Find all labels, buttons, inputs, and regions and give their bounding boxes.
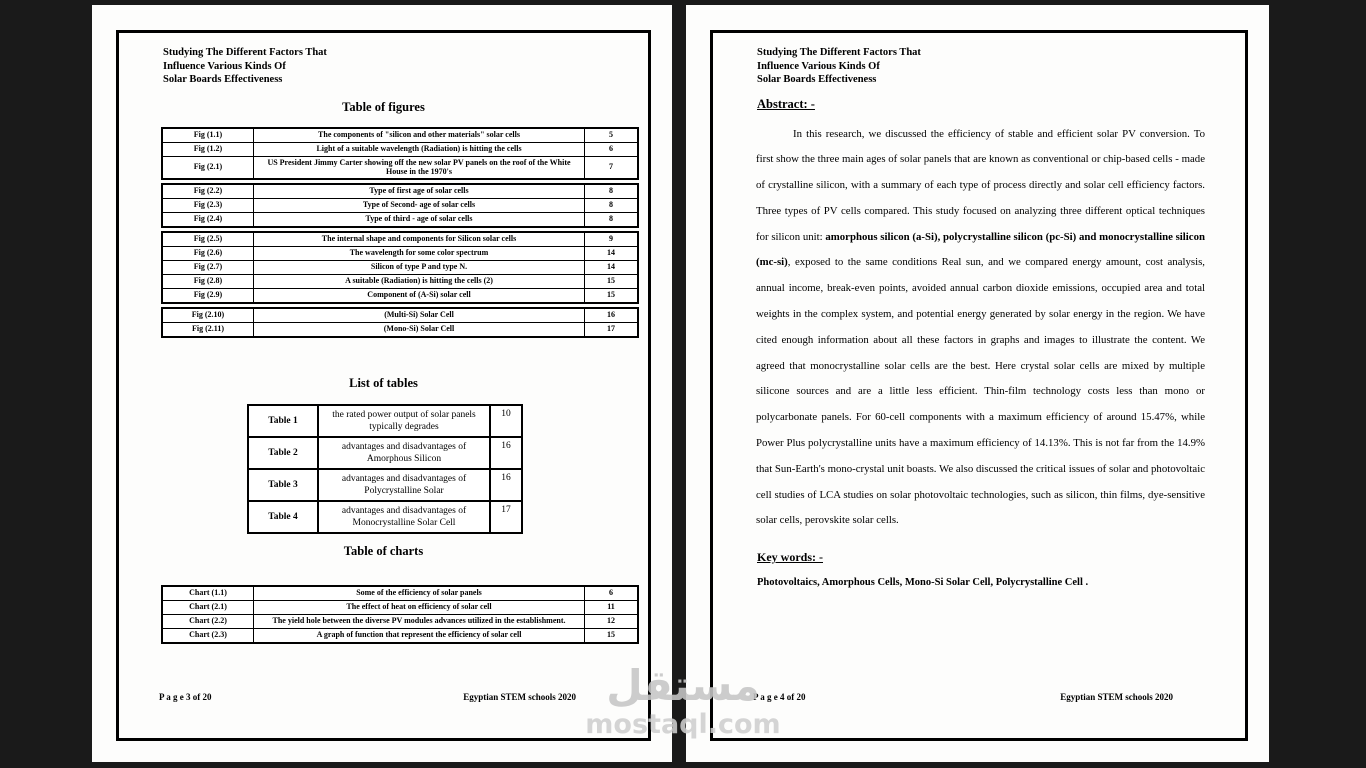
figures-group-1 xyxy=(161,127,639,180)
running-header xyxy=(757,46,1245,87)
page-4 xyxy=(686,5,1269,762)
chart-row xyxy=(163,628,637,642)
chart-page-number: 15 xyxy=(607,630,615,640)
figures-group-3 xyxy=(161,231,639,304)
chart-description: Some of the efficiency of solar panels xyxy=(253,587,585,600)
page-footer xyxy=(713,692,1245,702)
figure-label: Fig (2.4) xyxy=(193,214,223,224)
keywords-text: Photovoltaics, Amorphous Cells, Mono-Si Solar Cell, Polycrystalline Cell . xyxy=(757,577,1089,589)
figure-page-number: 7 xyxy=(609,162,613,172)
figure-page-number: 15 xyxy=(607,290,615,300)
chart-row xyxy=(163,614,637,628)
page-3-border-frame xyxy=(116,30,651,741)
figure-description: Type of Second- age of solar cells xyxy=(253,199,585,212)
figure-description: Component of (A-Si) solar cell xyxy=(253,289,585,302)
figure-row xyxy=(163,198,637,212)
table-of-charts xyxy=(161,585,639,644)
figure-label: Fig (2.7) xyxy=(193,262,223,272)
table-of-charts-title: Table of charts xyxy=(343,543,424,558)
figure-description: (Mono-Si) Solar Cell xyxy=(253,323,585,336)
page-footer xyxy=(119,692,648,702)
figure-label: Fig (2.8) xyxy=(193,276,223,286)
figure-row xyxy=(163,156,637,178)
figure-label: Fig (2.10) xyxy=(191,310,225,320)
chart-row xyxy=(163,587,637,600)
figure-label: Fig (2.6) xyxy=(193,248,223,258)
charts-group xyxy=(161,585,639,644)
table-page-number: 10 xyxy=(501,408,511,419)
page-number-label: P a g e 4 of 20 xyxy=(753,692,806,702)
figure-row xyxy=(163,246,637,260)
figure-page-number: 16 xyxy=(607,310,615,320)
figure-row xyxy=(163,260,637,274)
keywords-heading: Key words: - xyxy=(757,550,823,565)
table-row xyxy=(249,468,521,500)
figure-row xyxy=(163,322,637,336)
figure-row xyxy=(163,233,637,246)
page-4-border-frame xyxy=(710,30,1248,741)
page-3 xyxy=(92,5,672,762)
table-description: advantages and disadvantages of Polycrystalline Solar xyxy=(317,470,491,500)
list-of-tables-title: List of tables xyxy=(349,375,418,390)
abstract-heading: Abstract: - xyxy=(757,96,815,111)
figure-description: The internal shape and components for Silicon solar cells xyxy=(253,233,585,246)
chart-page-number: 12 xyxy=(607,616,615,626)
chart-label: Chart (1.1) xyxy=(189,588,227,598)
chart-label: Chart (2.2) xyxy=(189,616,227,626)
figure-page-number: 15 xyxy=(607,276,615,286)
running-header xyxy=(163,46,648,87)
figure-description: The wavelength for some color spectrum xyxy=(253,247,585,260)
figure-description: US President Jimmy Carter showing off the new solar PV panels on the roof of the White House in the 1970's xyxy=(253,157,585,178)
figure-description: The components of "silicon and other materials" solar cells xyxy=(253,129,585,142)
figures-group-4 xyxy=(161,307,639,338)
figure-page-number: 8 xyxy=(609,214,613,224)
figure-label: Fig (1.1) xyxy=(193,130,223,140)
table-page-number: 16 xyxy=(501,440,511,451)
chart-page-number: 6 xyxy=(609,588,613,598)
list-of-tables xyxy=(247,404,523,534)
footer-school-label: Egyptian STEM schools 2020 xyxy=(1060,692,1173,702)
figure-label: Fig (2.5) xyxy=(193,234,223,244)
figure-page-number: 5 xyxy=(609,130,613,140)
figure-label: Fig (1.2) xyxy=(193,144,223,154)
figure-label: Fig (2.1) xyxy=(193,162,223,172)
table-label: Table 4 xyxy=(268,511,298,522)
figure-page-number: 8 xyxy=(609,200,613,210)
table-description: advantages and disadvantages of Monocrystalline Solar Cell xyxy=(317,502,491,532)
table-of-figures xyxy=(161,127,639,338)
figure-label: Fig (2.3) xyxy=(193,200,223,210)
table-of-figures-title: Table of figures xyxy=(342,99,425,114)
chart-label: Chart (2.1) xyxy=(189,602,227,612)
chart-description: A graph of function that represent the efficiency of solar cell xyxy=(253,629,585,642)
watermark-arabic-logo: مستقل xyxy=(606,661,760,710)
watermark-domain-text: mostaql.com xyxy=(585,709,781,740)
figure-row xyxy=(163,142,637,156)
table-description: advantages and disadvantages of Amorphous Silicon xyxy=(317,438,491,468)
figure-page-number: 6 xyxy=(609,144,613,154)
footer-school-label: Egyptian STEM schools 2020 xyxy=(463,692,576,702)
chart-label: Chart (2.3) xyxy=(189,630,227,640)
figure-label: Fig (2.2) xyxy=(193,186,223,196)
figure-page-number: 9 xyxy=(609,234,613,244)
chart-page-number: 11 xyxy=(607,602,615,612)
header-line-1: Studying The Different Factors That xyxy=(757,47,921,58)
table-label: Table 2 xyxy=(268,447,298,458)
figure-description: (Multi-Si) Solar Cell xyxy=(253,309,585,322)
figure-label: Fig (2.11) xyxy=(192,324,224,334)
figure-page-number: 8 xyxy=(609,186,613,196)
abstract-paragraph: In this research, we discussed the efficiency of stable and efficient solar PV conversion. To first show the three main ages of solar panels that are known as conventional or chip-based cells - made of crystalline silicon, with a summary of each type of process directly and solar cell efficiency factors. Three types of PV cells compared. This study focused on analyzing three different optical techniques for silicon unit: amorphous silicon (a-Si), polycrystalline silicon (pc-Si) and monocrystalline silicon (mc-si), exposed to the same conditions Real sun, and we compared energy amount, cost analysis, annual income, break-even points, avoided annual carbon dioxide emissions, occupied area and total weights in the complex system, and potential energy generated by solar energy in the region. We have cited enough information about all these factors in graphs and images to illustrate the content. We agreed that monocrystalline solar cells are the best. Here crystal solar cells are mixed by multiple silicone sources and are a little less efficient. Thin-film technology costs less than mono or polycarbonate panels. For 60-cell components with a maximum efficiency of around 15.47%, while Power Plus polycrystalline units have a maximum efficiency of 14.13%. This is not far from the 14.9% that Sun-Earth's mono-crystal unit boasts. We also discussed the critical issues of solar and photovoltaic cell studies of LCA studies on solar photovoltaic technologies, such as silicon, thin films, dye-sensitive solar cells, perovskite solar cells. xyxy=(756,127,1205,527)
figure-row xyxy=(163,212,637,226)
figure-description: Silicon of type P and type N. xyxy=(253,261,585,274)
figures-group-2 xyxy=(161,183,639,228)
figure-row xyxy=(163,185,637,198)
figure-row xyxy=(163,309,637,322)
figure-page-number: 14 xyxy=(607,262,615,272)
figure-page-number: 17 xyxy=(607,324,615,334)
chart-description: The effect of heat on efficiency of solar cell xyxy=(253,601,585,614)
table-label: Table 1 xyxy=(268,415,298,426)
figure-description: Light of a suitable wavelength (Radiation) is hitting the cells xyxy=(253,143,585,156)
table-row xyxy=(249,500,521,532)
figure-page-number: 14 xyxy=(607,248,615,258)
header-line-1: Studying The Different Factors That xyxy=(163,47,327,58)
figure-description: Type of first age of solar cells xyxy=(253,185,585,198)
table-row xyxy=(249,406,521,436)
figure-row xyxy=(163,274,637,288)
header-line-3: Solar Boards Effectiveness xyxy=(757,74,877,85)
figure-row xyxy=(163,129,637,142)
table-page-number: 17 xyxy=(501,504,511,515)
chart-row xyxy=(163,600,637,614)
figure-label: Fig (2.9) xyxy=(193,290,223,300)
table-page-number: 16 xyxy=(501,472,511,483)
page-number-label: P a g e 3 of 20 xyxy=(159,692,212,702)
chart-description: The yield hole between the diverse PV modules advances utilized in the establishment. xyxy=(253,615,585,628)
table-description: the rated power output of solar panels typically degrades xyxy=(317,406,491,436)
figure-description: Type of third - age of solar cells xyxy=(253,213,585,226)
table-row xyxy=(249,436,521,468)
header-line-2: Influence Various Kinds Of xyxy=(163,60,286,72)
header-line-2: Influence Various Kinds Of xyxy=(757,60,880,72)
figure-row xyxy=(163,288,637,302)
figure-description: A suitable (Radiation) is hitting the cells (2) xyxy=(253,275,585,288)
header-line-3: Solar Boards Effectiveness xyxy=(163,74,283,85)
table-label: Table 3 xyxy=(268,479,298,490)
